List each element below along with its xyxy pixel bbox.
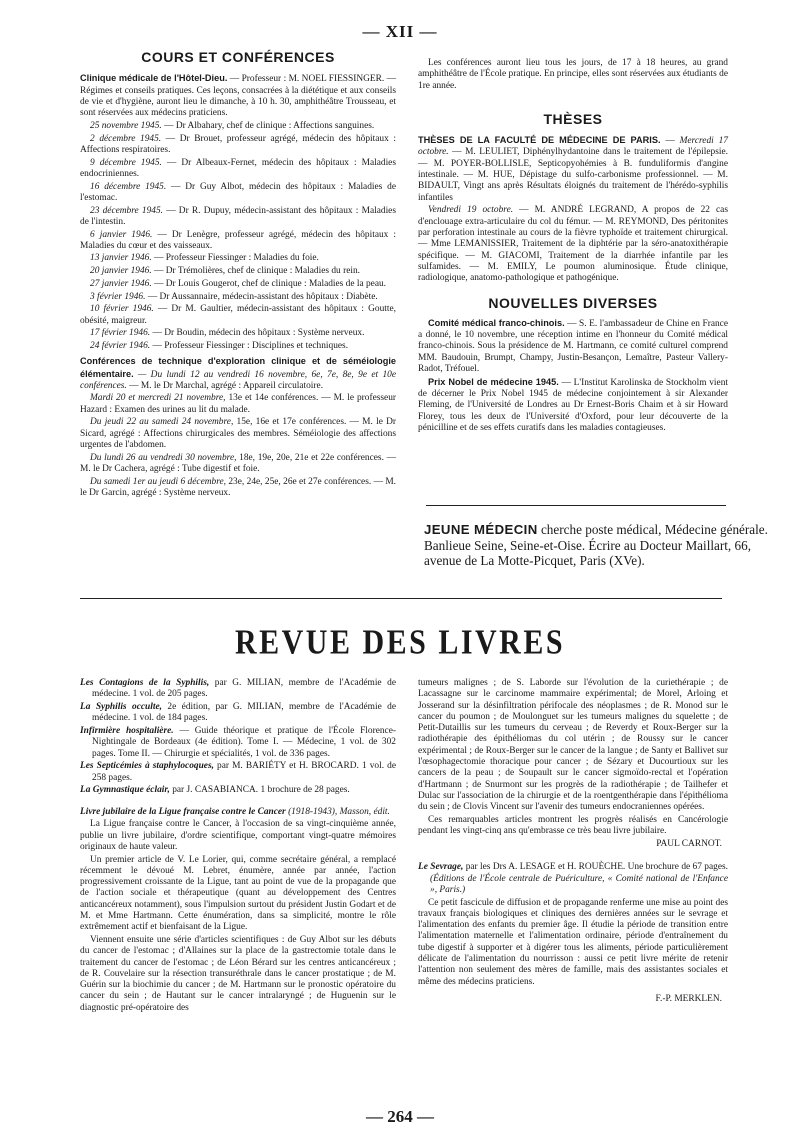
book-entry bbox=[80, 726, 396, 760]
reviewer-signature: F.-P. MERKLEN. bbox=[655, 993, 722, 1004]
sevrage-title: Le Sevrage, bbox=[418, 862, 464, 873]
book-details: 2e édition, par G. MILIAN, membre de l'Académie de médecine. 1 vol. de 184 pages. bbox=[92, 701, 396, 724]
schedule-text: — Dr Albahary, chef de clinique : Affections sanguines. bbox=[161, 120, 375, 131]
schedule-item bbox=[80, 304, 396, 327]
technique-text: 15e, 16e et 17e conférences. — M. le Dr Sicard, agrégé : Affections chirurgicales des membres. Séméiologie des affections urgentes de l'abdomen. bbox=[80, 417, 396, 451]
schedule-text: — Dr Albeaux-Fernet, médecin des hôpitaux : Maladies endocriniennes. bbox=[80, 157, 396, 179]
ad-divider bbox=[426, 505, 726, 506]
theses-entry bbox=[418, 205, 728, 284]
cours-title: COURS ET CONFÉRENCES bbox=[141, 49, 335, 65]
schedule-date: 27 janvier 1946. bbox=[90, 278, 152, 289]
schedule-date: 16 décembre 1945. bbox=[90, 181, 167, 192]
schedule-text: — Dr Guy Albot, médecin des hôpitaux : Maladies de l'estomac. bbox=[80, 181, 396, 203]
page-roman-numeral: — XII — bbox=[362, 22, 438, 41]
ad-lead: JEUNE MÉDECIN bbox=[424, 522, 538, 537]
theses-date: Vendredi 19 octobre. bbox=[428, 205, 514, 216]
news-head: Comité médical franco-chinois. bbox=[428, 317, 565, 328]
book-title: Infirmière hospitalière. bbox=[80, 725, 174, 736]
schedule-item bbox=[80, 279, 396, 290]
schedule-item bbox=[80, 292, 396, 303]
schedule-text: — Dr R. Dupuy, médecin-assistant des hôpitaux : Maladies de l'intestin. bbox=[80, 205, 396, 227]
schedule-text: — Dr M. Gaultier, médecin-assistant des hôpitaux : Goutte, obésité, maigreur. bbox=[80, 304, 396, 326]
jubilee-continued: tumeurs malignes ; de S. Laborde sur l'évolution de la curiethérapie ; de Lacassagne sur le carcinome mammaire expérimental; de Morel, Arloing et Josserand sur la désinfiltration périfocale des néoplasmes ; de R. Monod sur le cancer du poumon ; de Moulonguet sur les tumeurs malignes du squelette ; de Petit-Dutaillis sur les tumeurs du cerveau ; de Reverdy et Roux-Berger sur la radiothérapie des épithéliomas du col utérin ; de Roussy sur le cancer expérimental ; de Roux-Berger sur le cancer de la langue ; de Santy et Ballivet sur l'œsophagectomie thoracique pour cancer ; de Sézary et Ducourtioux sur les cancers de la peau ; de Soupault sur le cancer sigmoïdo-rectal et l'opération d'Hartmann ; de Snurmont sur les progrès de la radiothérapie ; de Tailhefer et Dulac sur l'association de la chirurgie et de la roentgenthérapie dans l'épithélioma du sein ; de Clovis Vincent sur l'avenir des tumeurs endocraniennes opérées. bbox=[418, 678, 728, 813]
schedule-date: 24 février 1946. bbox=[90, 340, 151, 351]
technique-section bbox=[80, 356, 396, 499]
schedule-item bbox=[80, 266, 396, 277]
jubilee-title: Livre jubilaire de la Ligue française contre le Cancer bbox=[80, 806, 286, 817]
jubilee-conclusion: Ces remarquables articles montrent les progrès réalisés en Cancérologie pendant les vingt-cinq ans qu'embrasse ce très beau livre jubilaire. bbox=[418, 814, 728, 837]
book-details: par M. BARIÉTY et H. BROCARD. 1 vol. de 258 pages. bbox=[92, 761, 396, 783]
technique-date: Du lundi 26 au vendredi 30 novembre, bbox=[90, 452, 237, 463]
hotel-dieu-head: Clinique médicale de l'Hôtel-Dieu. bbox=[80, 73, 228, 84]
jubilee-paragraph: Viennent ensuite une série d'articles scientifiques : de Guy Albot sur les débuts du cancer de l'estomac ; d'Allaines sur la place de la gastrectomie totale dans le traitement du cancer de l'estomac ; de Léon Bérard sur les centres anticancéreux ; de R. Couvelaire sur la résection transuréthrale dans le cancer prostatique ; de M. Guérin sur la biochimie du cancer ; de M. Hartmann sur le pronostic opératoire du cancer du sein ; de Hautant sur le cancer intralaryngé ; de Huguenin sur le diagnostic pré-opératoire des bbox=[80, 934, 396, 1013]
jubilee-heading bbox=[80, 807, 396, 818]
review-left-column bbox=[80, 678, 396, 1015]
book-entry bbox=[80, 761, 396, 784]
schedule-text: — Dr Louis Gougerot, chef de clinique : Maladies de la peau. bbox=[151, 278, 387, 289]
hotel-dieu-text: — Professeur : M. NOEL FIESSINGER. — Régimes et conseils pratiques. Ces leçons, consacrées à la diététique et aux conseils de vie et d'hygiène, auront lieu le dimanche, à 10 h. 30, amphithéâtre Trousseau, et sont réservées aux médecins praticiens. bbox=[80, 74, 397, 119]
schedule-item bbox=[80, 253, 396, 264]
page-number: — 264 — bbox=[366, 1107, 434, 1126]
news-entry bbox=[418, 318, 728, 375]
schedule-date: 6 janvier 1946. bbox=[90, 229, 153, 240]
schedule-date: 23 décembre 1945. bbox=[90, 205, 163, 216]
sevrage-publisher: (Éditions de l'École centrale de Puériculture, « Comité national de l'Enfance », Paris.) bbox=[430, 873, 728, 895]
theses-title: THÈSES bbox=[543, 110, 603, 127]
book-title: La Syphilis occulte, bbox=[80, 701, 162, 712]
schedule-item bbox=[80, 121, 396, 132]
jubilee-paragraph: Un premier article de V. Le Lorier, qui, comme secrétaire général, a remplacé récemment le dévoué M. Lebret, énumère, année par année, l'action progressivement croissante de la Ligue, tant au point de vue de la propagande que de l'action sociale et thérapeutique (quant au développement des Centres anticancéreux notamment), sous l'impulsion surtout du président Justin Godart et de M. et Mme Hartmann. Cette énumération, dans sa simplicité, montre le rôle extrêmement actif et bienfaisant de la Ligue. bbox=[80, 854, 396, 933]
news-text: — L'Institut Karolinska de Stockholm vient de décerner le Prix Nobel 1945 de médecine conjointement à sir Alexander Fleming, de l'Université de Londres au Dr Ernest-Boris Chaim et à sir Howard Florey, tous les deux de l'Université d'Oxford, pour leur découverte de la pénicilline et de ses effets curatifs dans les maladies contagieuses. bbox=[418, 377, 728, 433]
technique-entry bbox=[80, 453, 396, 476]
technique-date: Mardi 20 et mercredi 21 novembre, bbox=[90, 393, 226, 404]
schedule-date: 9 décembre 1945. bbox=[90, 157, 162, 168]
sevrage-heading bbox=[418, 862, 728, 896]
conferences-intro: Les conférences auront lieu tous les jours, de 17 à 18 heures, au grand amphithéâtre de l'École pratique. En principe, elles sont réservées aux étudiants de 1re année. bbox=[418, 58, 728, 91]
book-title: La Gymnastique éclair, bbox=[80, 785, 170, 796]
book-details: par J. CASABIANCA. 1 brochure de 28 pages. bbox=[169, 785, 350, 796]
schedule-text: — Dr Brouet, professeur agrégé, médecin des hôpitaux : Affections respiratoires. bbox=[80, 133, 396, 155]
book-title: Les Septicémies à staphylocoques, bbox=[80, 761, 214, 772]
schedule-text: — Dr Lenègre, professeur agrégé, médecin des hôpitaux : Maladies du cœur et des vaisseaux. bbox=[80, 229, 396, 251]
schedule-text: — Professeur Fiessinger : Disciplines et techniques. bbox=[150, 340, 349, 351]
technique-entry bbox=[80, 356, 396, 392]
ad-text: cherche poste médical, Médecine générale. Banlieue Seine, Seine-et-Oise. Écrire au Docteur Maillart, 66, avenue de La Motte-Picquet, Paris (XVe). bbox=[424, 522, 768, 568]
news-text: — S. E. l'ambassadeur de Chine en France a donné, le 10 novembre, une réception intime en l'honneur du Comité médical franco-chinois. Sous la présidence de M. Hartmann, ce comité culturel comprend MM. Baudouin, Brumpt, Champy, Justin-Besançon, Lemaître, Pasteur Vallery-Radot, Tréfouel. bbox=[418, 318, 729, 374]
review-title: REVUE DES LIVRES bbox=[234, 623, 566, 662]
section-divider bbox=[80, 598, 722, 599]
schedule-date: 20 janvier 1946. bbox=[90, 266, 152, 277]
jubilee-paragraph: La Ligue française contre le Cancer, à l'occasion de sa vingt-cinquième année, publie un livre jubilaire, d'ordre scientifique, comportant vingt-quatre mémoires originaux de haute valeur. bbox=[80, 819, 396, 852]
schedule-date: 2 décembre 1945. bbox=[90, 133, 162, 144]
schedule-item bbox=[80, 158, 396, 181]
book-entry bbox=[80, 678, 396, 701]
review-right-column bbox=[418, 678, 728, 1007]
cours-column bbox=[80, 49, 397, 501]
technique-text: 18e, 19e, 20e, 21e et 22e conférences. — M. le Dr Cachera, agrégé : Tube digestif et foie. bbox=[80, 452, 396, 475]
book-list bbox=[80, 678, 396, 797]
book-details: par G. MILIAN, membre de l'Académie de médecine. 1 vol. de 205 pages. bbox=[92, 678, 396, 700]
technique-text: 13e et 14e conférences. — M. le professeur Hazard : Examen des urines au lit du malade. bbox=[80, 393, 396, 415]
jubilee-sub: (1918-1943), Masson, édit. bbox=[285, 806, 390, 817]
technique-date: — Du lundi 12 au vendredi 16 novembre, 6e, 7e, 8e, 9e et 10e conférences. bbox=[80, 369, 396, 391]
technique-text: 23e, 24e, 25e, 26e et 27e conférences. — M. le Dr Garcin, agrégé : Système nerveux. bbox=[80, 476, 396, 499]
classified-ad bbox=[424, 522, 784, 569]
schedule-item bbox=[80, 230, 396, 253]
schedule-date: 10 février 1946. bbox=[90, 304, 154, 315]
sevrage-details: par les Drs A. LESAGE et H. ROUÈCHE. Une brochure de 67 pages. bbox=[463, 862, 728, 873]
theses-head: THÈSES DE LA FACULTÉ DE MÉDECINE DE PARIS. bbox=[418, 135, 661, 146]
schedule-item bbox=[80, 328, 396, 339]
technique-text: — M. le Dr Marchal, agrégé : Appareil circulatoire. bbox=[126, 380, 324, 391]
theses-text: — M. ANDRÉ LEGRAND, A propos de 22 cas d'enclouage extra-articulaire du col du fémur. — M. REYMOND, Des péritonites par perforation intestinale au cours de la fièvre typhoïde et traitement chirurgical. — Mme LEMANISSIER, Traitement de la diphtérie par la séro-anatoxithérapie spécifique. — M. GIACOMI, Traitement de la diarrhée infantile par les sulfamides. — M. EMILY, Le poumon aluminosique. Étude clinique, radiologique, anatomo-pathologique et pathogénique. bbox=[418, 205, 728, 284]
theses-entry: THÈSES DE LA FACULTÉ DE MÉDECINE DE PARIS. — Mercredi 17 octobre. — M. LEULIET, Diphénylhydantoine dans le traitement de l'épilepsie. — M. POYER-BOLLISLE, Septicopyohémies à B. funduliformis d'angine intestinale. — M. HUE, Dépistage du sulfo-carbonisme professionnel. — M. BIDAULT, Vingt ans après Résultats éloignés du traitement de l'hérédo-syphilis infantiles bbox=[418, 135, 728, 203]
book-title: Les Contagions de la Syphilis, bbox=[80, 678, 210, 688]
technique-date: Du samedi 1er au jeudi 6 décembre, bbox=[90, 476, 226, 487]
schedule-item bbox=[80, 206, 396, 229]
schedule-text: — Professeur Fiessinger : Maladies du foie. bbox=[151, 253, 319, 264]
hotel-dieu-entry bbox=[80, 73, 396, 119]
book-details: — Guide théorique et pratique de l'École Florence-Nightingale de Bordeaux (4e édition). Tome I. — Médecine, 1 vol. de 302 pages. Tome II. — Chirurgie et spécialités, 1 vol. de 336 pages. bbox=[92, 725, 397, 759]
news-entry bbox=[418, 377, 728, 434]
schedule-list bbox=[80, 121, 396, 352]
book-entry bbox=[80, 702, 396, 725]
news-title: NOUVELLES DIVERSES bbox=[488, 295, 658, 312]
reviewer-signature: PAUL CARNOT. bbox=[656, 838, 722, 849]
right-top-column bbox=[418, 58, 728, 435]
technique-entry bbox=[80, 393, 396, 416]
schedule-date: 17 février 1946. bbox=[90, 328, 151, 339]
theses-date: Mercredi 17 octobre. bbox=[418, 136, 728, 158]
schedule-item bbox=[80, 341, 396, 352]
technique-entry bbox=[80, 417, 396, 451]
schedule-text: — Dr Trémolières, chef de clinique : Maladies du rein. bbox=[151, 266, 361, 277]
book-entry bbox=[80, 785, 396, 796]
technique-entry bbox=[80, 477, 396, 500]
schedule-text: — Dr Aussannaire, médecin-assistant des hôpitaux : Diabète. bbox=[145, 291, 378, 302]
schedule-date: 3 février 1946. bbox=[90, 291, 146, 302]
sevrage-paragraph: Ce petit fascicule de diffusion et de propagande renferme une mise au point des travaux français biologiques et cliniques des dernières années sur le sevrage et l'alimentation des enfants du premier âge. Il étudie la période de transition entre l'alimentation maternelle et l'alimentation ordinaire, période d'entraînement du tube digestif à supporter et à digérer tous les aliments, période particulièrement délicate de l'alimentation du nourrisson : aussi ce petit livre mérite de retenir l'attention non seulement des mères de famille, mais des assistantes sociales et même des médecins praticiens. bbox=[418, 897, 728, 987]
schedule-date: 25 novembre 1945. bbox=[90, 120, 162, 131]
schedule-text: — Dr Boudin, médecin des hôpitaux : Système nerveux. bbox=[150, 328, 365, 339]
schedule-item bbox=[80, 134, 396, 157]
technique-date: Du jeudi 22 au samedi 24 novembre, bbox=[90, 417, 234, 428]
theses-text: — M. LEULIET, Diphénylhydantoine dans le traitement de l'épilepsie. — M. POYER-BOLLISLE, Septicopyohémies à B. funduliformis d'angine intestinale. — M. HUE, Dépistage du sulfo-carbonisme professionnel. — M. BIDAULT, Vingt ans après Résultats éloignés du traitement de l'hérédo-syphilis infantiles bbox=[418, 147, 728, 203]
schedule-item bbox=[80, 182, 396, 205]
schedule-date: 13 janvier 1946. bbox=[90, 253, 152, 264]
technique-head: Conférences de technique d'exploration clinique et de séméiologie élémentaire. bbox=[80, 356, 396, 379]
news-head: Prix Nobel de médecine 1945. bbox=[428, 376, 559, 387]
